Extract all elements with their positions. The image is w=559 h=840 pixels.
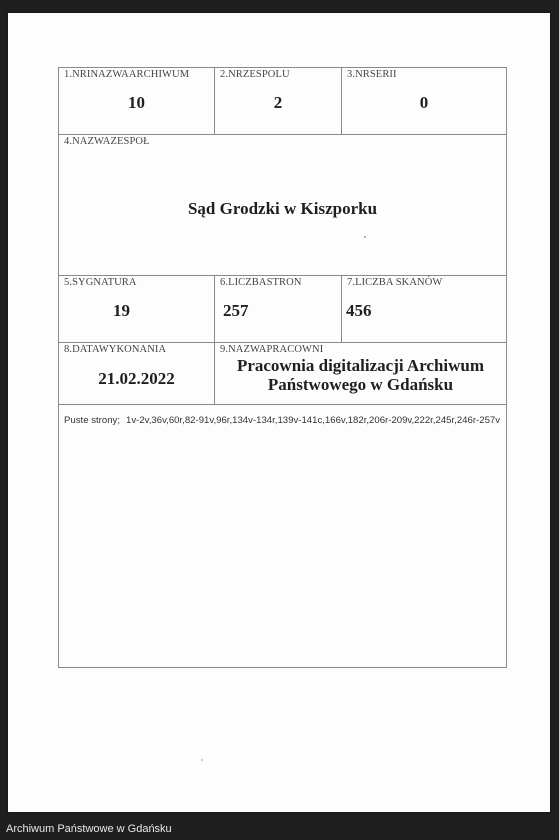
scan-speck: [364, 236, 366, 238]
metadata-form: [58, 67, 507, 668]
empty-pages-label: Puste strony;: [64, 415, 120, 426]
empty-pages-value: 1v-2v,36v,60r,82-91v,96r,134v-134r,139v-141c,166v,182r,206r-209v,222r,245r,246r-257v: [126, 415, 501, 426]
archive-footer: Archiwum Państwowe w Gdańsku: [6, 823, 172, 835]
date-cell: [59, 343, 215, 405]
archive-number-label: 1.NRINAZWAARCHIWUM: [64, 69, 190, 80]
empty-pages-cell: [59, 405, 506, 667]
scan-speck-bottom: [201, 759, 203, 761]
series-number-label: 3.NRSERII: [347, 69, 397, 80]
archive-number-cell: [59, 68, 215, 135]
page-count-value: 257: [223, 301, 249, 320]
date-value: 21.02.2022: [98, 369, 175, 388]
series-number-value: 0: [419, 93, 429, 112]
signature-value: 19: [113, 301, 130, 320]
workshop-cell: [215, 343, 506, 405]
scan-count-value: 456: [346, 301, 372, 320]
fonds-name-value: Sąd Grodzki w Kiszporku: [187, 199, 378, 218]
series-number-cell: [342, 68, 506, 135]
fonds-number-label: 2.NRZESPOLU: [220, 69, 290, 80]
empty-pages-line: [64, 415, 500, 426]
signature-cell: [59, 276, 215, 343]
fonds-number-cell: [215, 68, 342, 135]
signature-label: 5.SYGNATURA: [64, 277, 137, 288]
scan-count-cell: [342, 276, 506, 343]
page-count-cell: [215, 276, 342, 343]
digitization-sheet: [8, 13, 550, 812]
workshop-line-2: Państwowego w Gdańsku: [267, 375, 454, 394]
scan-count-label: 7.LICZBA SKANÓW: [347, 277, 443, 288]
date-label: 8.DATAWYKONANIA: [64, 344, 167, 355]
archive-number-value: 10: [128, 93, 145, 112]
workshop-line-1: Pracownia digitalizacji Archiwum: [236, 356, 485, 375]
fonds-number-value: 2: [273, 93, 283, 112]
workshop-label: 9.NAZWAPRACOWNI: [220, 344, 324, 355]
fonds-name-cell: [59, 135, 506, 276]
workshop-value: [215, 356, 506, 394]
page-count-label: 6.LICZBASTRON: [220, 277, 302, 288]
fonds-name-label: 4.NAZWAZESPOŁ: [64, 136, 150, 147]
